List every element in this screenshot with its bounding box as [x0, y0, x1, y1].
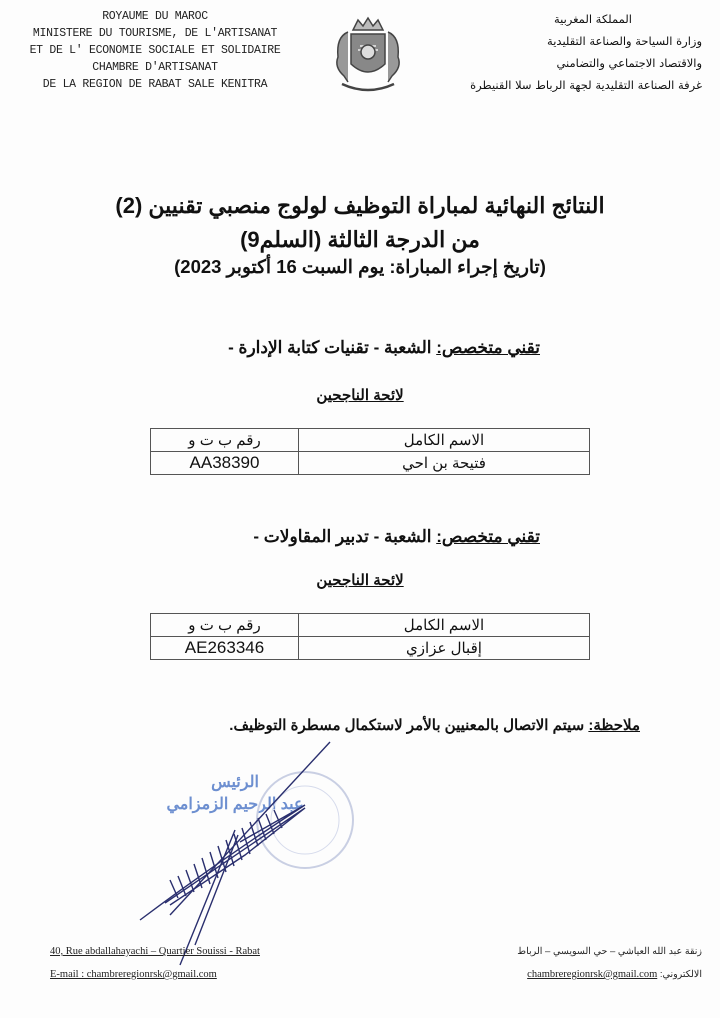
title-line-3: (تاريخ إجراء المباراة: يوم السبت 16 أكتوبر 2023) — [174, 256, 546, 277]
cell-id: AA38390 — [151, 452, 299, 475]
column-header-id: رقم ب ت و — [151, 614, 299, 637]
footer-email-ar — [472, 963, 702, 986]
footer-french — [50, 940, 260, 986]
note-text: سيتم الاتصال بالمعنيين بالأمر لاستكمال مسطرة التوظيف. — [229, 717, 589, 734]
specialty-value: الشعبة - تدبير المقاولات - — [253, 527, 437, 546]
winners-list-label: لائحة الناجحين — [316, 572, 404, 589]
footer-address-ar: زنقة عبد الله العياشي – حي السويسي – الرباط — [517, 946, 702, 957]
footer-email-link[interactable]: chambreregionrsk@gmail.com — [527, 969, 658, 980]
specialty-label: تقني متخصص: — [436, 527, 540, 546]
table-header-row — [151, 614, 590, 637]
specialty-heading — [140, 338, 540, 358]
title-line-2: من الدرجة الثالثة (السلم9) — [240, 227, 480, 252]
table-header-row — [151, 429, 590, 452]
signature-stamp — [135, 772, 335, 816]
header-ar-line: والاقتصاد الاجتماعي والتضامني — [556, 56, 702, 70]
title-line-1: النتائج النهائية لمباراة التوظيف لولوج منصبي تقنيين (2) — [115, 193, 605, 218]
moroccan-coat-of-arms-icon — [318, 12, 418, 102]
note-label: ملاحظة: — [588, 717, 640, 734]
footer-email-label: الالكتروني: — [659, 969, 702, 980]
footer-arabic — [472, 940, 702, 986]
winners-list-label: لائحة الناجحين — [316, 387, 404, 404]
header-fr-line: ROYAUME DU MAROC — [102, 10, 208, 23]
header-french — [20, 8, 290, 93]
footer-email-link[interactable]: E-mail : chambreregionrsk@gmail.com — [50, 969, 217, 980]
header-ar-line: غرفة الصناعة التقليدية لجهة الرباط سلا القنيطرة — [470, 78, 702, 92]
note — [230, 716, 640, 734]
cell-name: فتيحة بن احي — [299, 452, 590, 475]
cell-name: إقبال عزازي — [299, 637, 590, 660]
column-header-name: الاسم الكامل — [299, 614, 590, 637]
table-row — [151, 637, 590, 660]
results-table — [150, 428, 590, 475]
column-header-name: الاسم الكامل — [299, 429, 590, 452]
footer-address: 40, Rue abdallahayachi – Quartier Souissi - Rabat — [50, 946, 260, 957]
signatory-title: الرئيس — [211, 774, 259, 791]
column-header-id: رقم ب ت و — [151, 429, 299, 452]
header-ar-line: وزارة السياحة والصناعة التقليدية — [547, 34, 702, 48]
header-arabic — [422, 8, 702, 96]
results-table — [150, 613, 590, 660]
header-fr-line: ET DE L' ECONOMIE SOCIALE ET SOLIDAIRE — [29, 44, 281, 57]
cell-id: AE263346 — [151, 637, 299, 660]
header-fr-line: CHAMBRE D'ARTISANAT — [92, 61, 218, 74]
table-row — [151, 452, 590, 475]
header-fr-line: MINISTERE DU TOURISME, DE L'ARTISANAT — [32, 27, 278, 40]
specialty-heading — [140, 527, 540, 547]
header-fr-line: DE LA REGION DE RABAT SALE KENITRA — [42, 78, 268, 91]
signatory-name: عبد الرحيم الزمزامي — [166, 796, 304, 813]
header-ar-line: المملكة المغربية — [553, 12, 632, 26]
specialty-value: الشعبة - تقنيات كتابة الإدارة - — [228, 338, 437, 357]
specialty-label: تقني متخصص: — [436, 338, 540, 357]
